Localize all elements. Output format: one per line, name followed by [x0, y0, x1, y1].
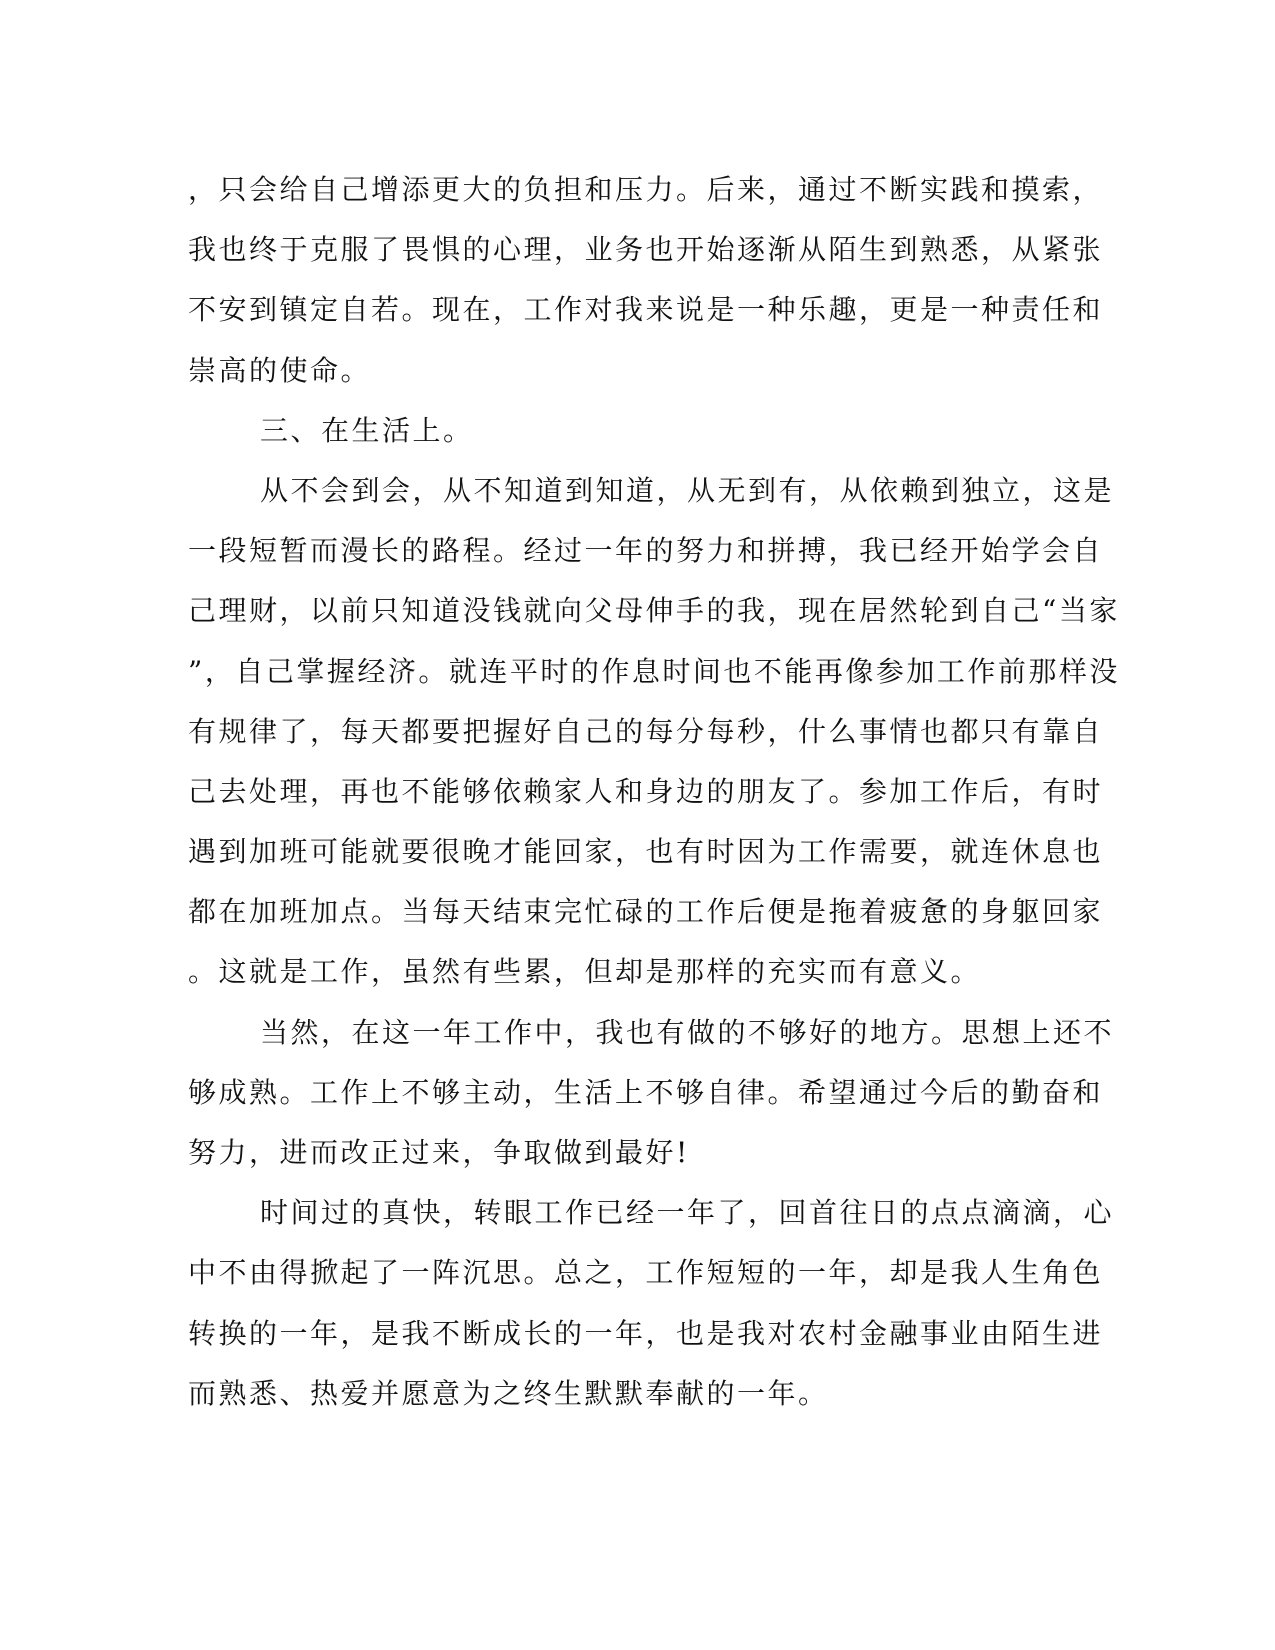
text-line: 都在加班加点。当每天结束完忙碌的工作后便是拖着疲惫的身躯回家	[188, 895, 1104, 929]
text-line: 遇到加班可能就要很晚才能回家，也有时因为工作需要，就连休息也	[188, 835, 1104, 869]
text-line: 我也终于克服了畏惧的心理，业务也开始逐渐从陌生到熟悉，从紧张	[188, 233, 1104, 267]
text-line: 有规律了，每天都要把握好自己的每分每秒，什么事情也都只有靠自	[188, 714, 1104, 748]
text-line: 己理财，以前只知道没钱就向父母伸手的我，现在居然轮到自己“当家	[188, 594, 1120, 628]
text-line: 转换的一年，是我不断成长的一年，也是我对农村金融事业由陌生进	[188, 1316, 1104, 1350]
text-line: 一段短暂而漫长的路程。经过一年的努力和拼搏，我已经开始学会自	[188, 534, 1104, 568]
text-line: ”，自己掌握经济。就连平时的作息时间也不能再像参加工作前那样没	[188, 654, 1120, 688]
text-line: 而熟悉、热爱并愿意为之终生默默奉献的一年。	[188, 1376, 829, 1410]
text-line: 时间过的真快，转眼工作已经一年了，回首往日的点点滴滴，心	[260, 1196, 1115, 1230]
document-body	[188, 160, 1120, 1424]
section-heading: 三、在生活上。	[260, 413, 474, 447]
text-line: 己去处理，再也不能够依赖家人和身边的朋友了。参加工作后，有时	[188, 774, 1104, 808]
text-line: 。这就是工作，虽然有些累，但却是那样的充实而有意义。	[188, 955, 982, 989]
text-line: 从不会到会，从不知道到知道，从无到有，从依赖到独立，这是	[260, 473, 1115, 507]
text-line: 当然，在这一年工作中，我也有做的不够好的地方。思想上还不	[260, 1015, 1115, 1049]
text-line: 中不由得掀起了一阵沉思。总之，工作短短的一年，却是我人生角色	[188, 1256, 1104, 1290]
text-line: 崇高的使命。	[188, 353, 372, 387]
text-line: ，只会给自己增添更大的负担和压力。后来，通过不断实践和摸索，	[188, 173, 1104, 206]
text-line: 不安到镇定自若。现在，工作对我来说是一种乐趣，更是一种责任和	[188, 293, 1104, 327]
text-line: 够成熟。工作上不够主动，生活上不够自律。希望通过今后的勤奋和	[188, 1075, 1104, 1109]
text-line: 努力，进而改正过来，争取做到最好!	[188, 1136, 690, 1169]
